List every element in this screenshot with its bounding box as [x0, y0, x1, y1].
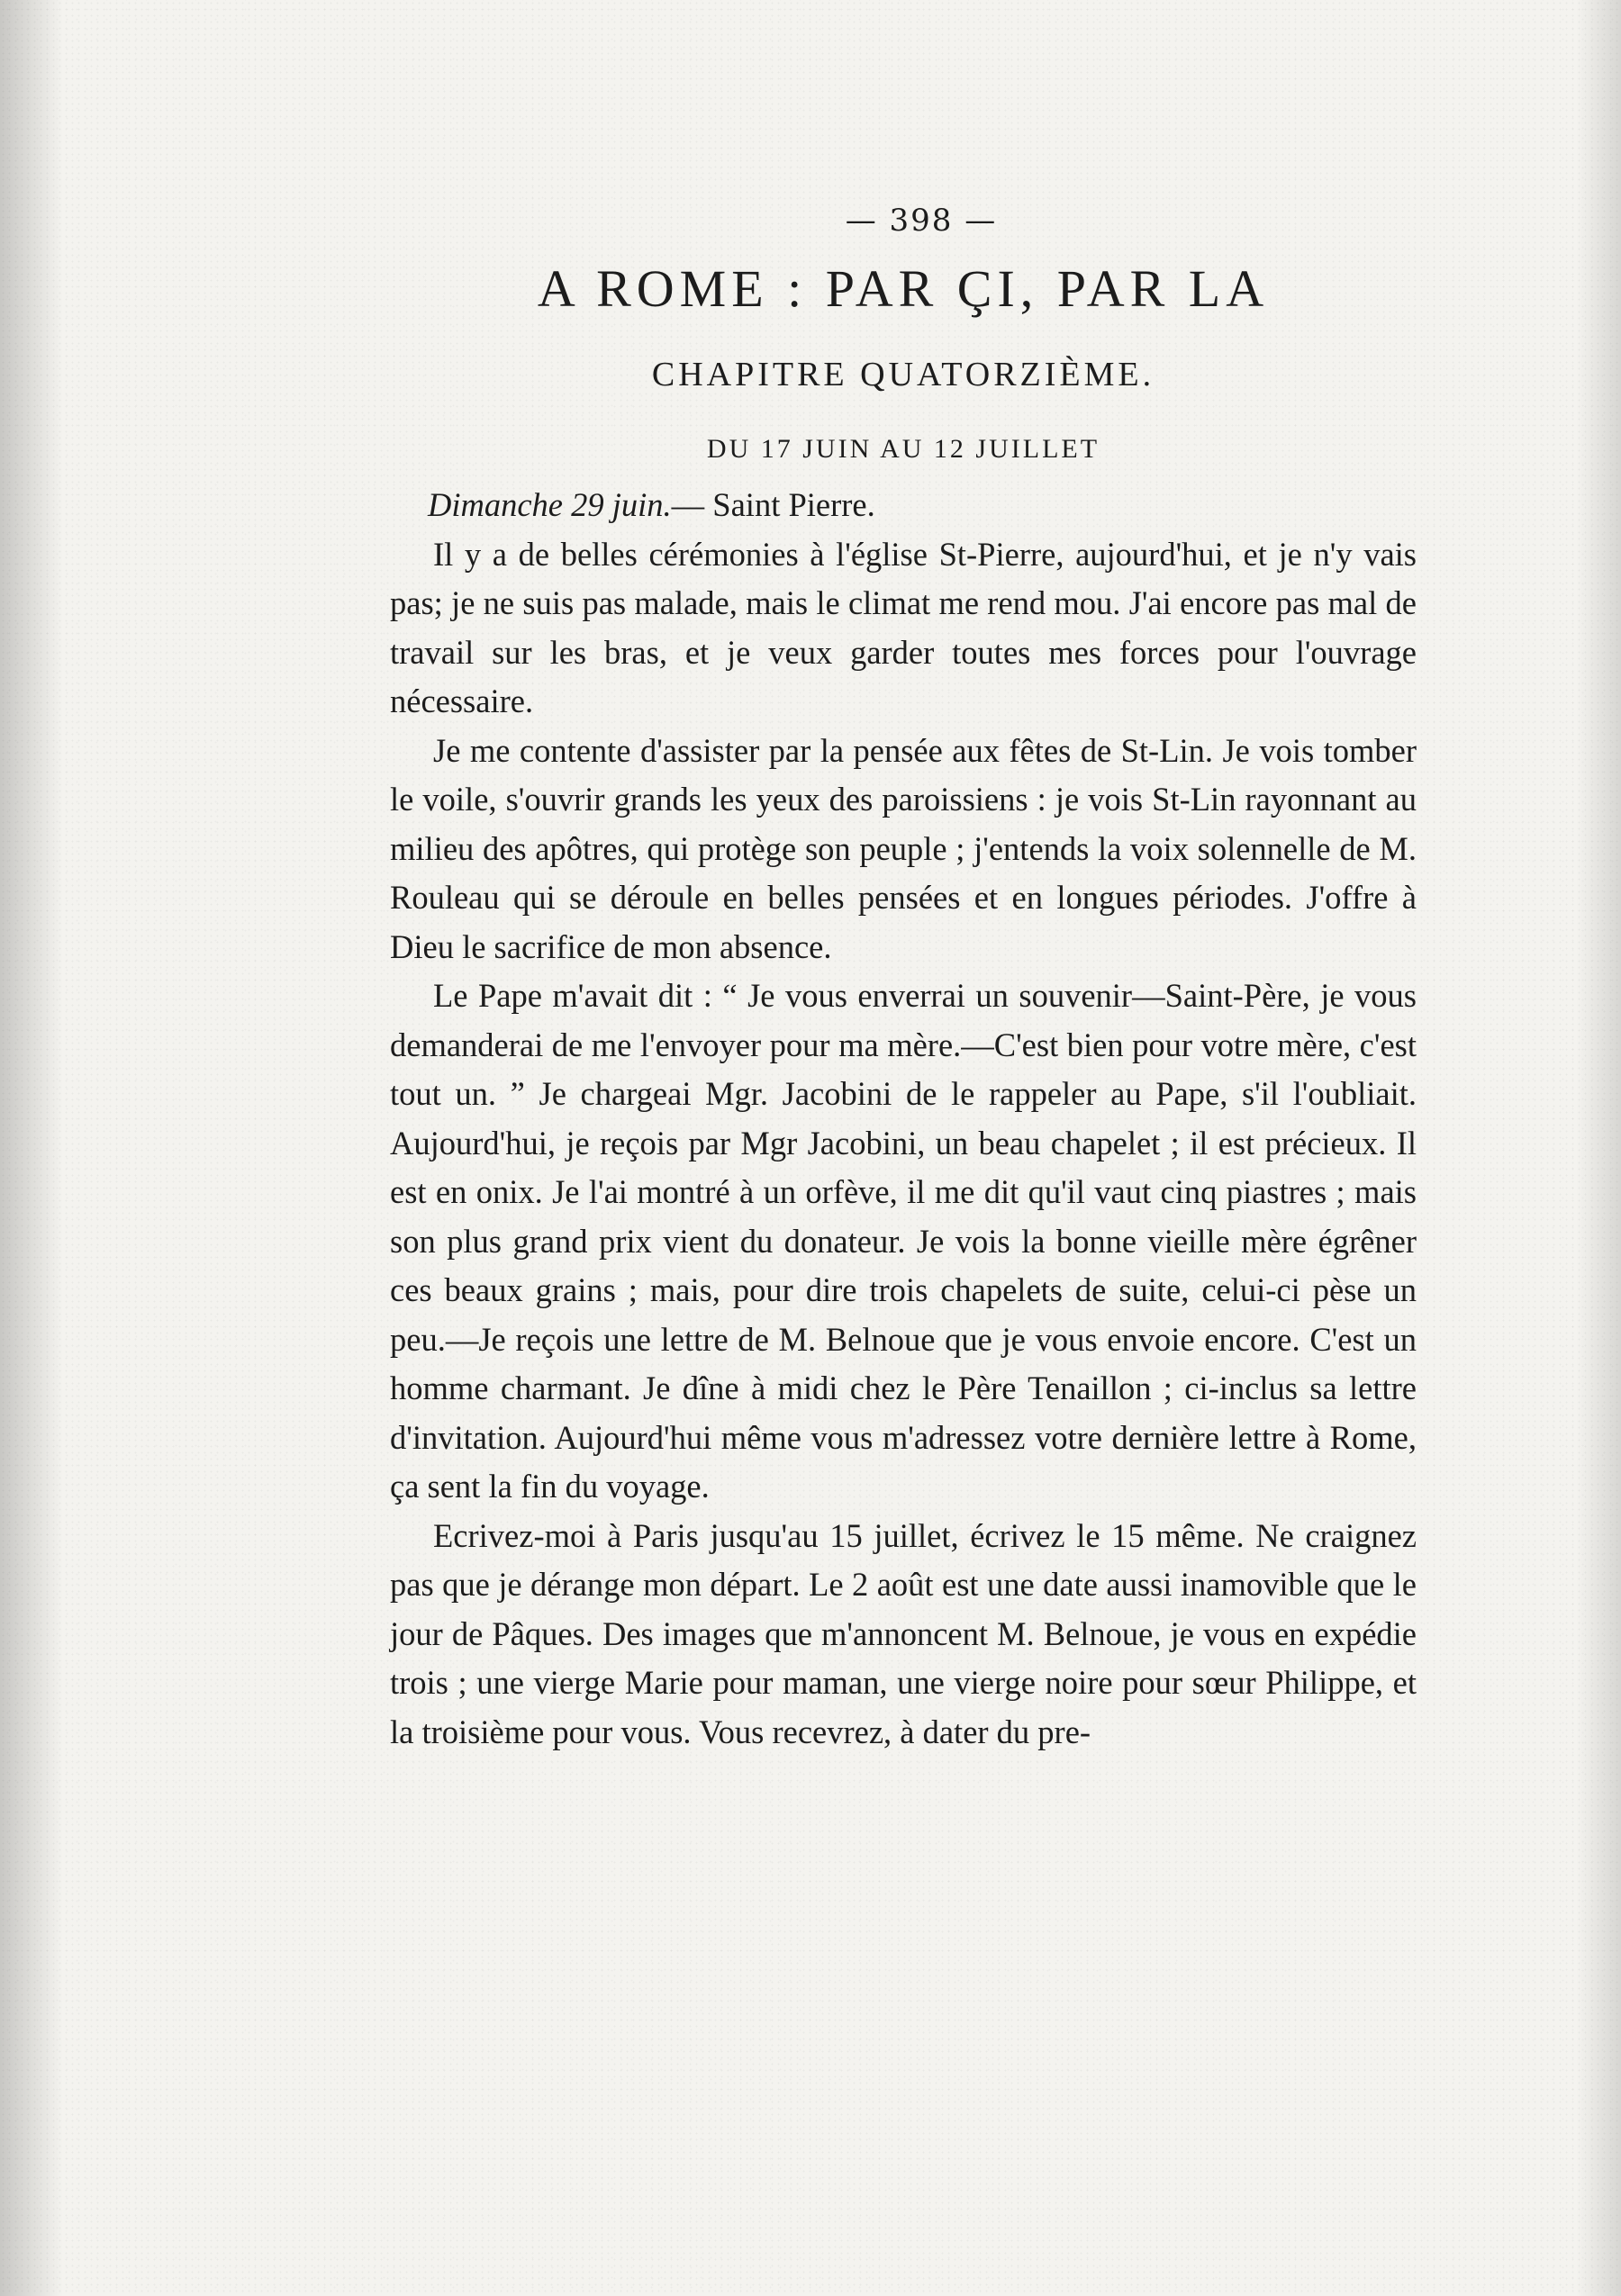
- entry-date: Dimanche 29 juin.: [428, 486, 672, 523]
- date-range: DU 17 JUIN AU 12 JUILLET: [706, 434, 1100, 464]
- paragraph-2: Je me contente d'assister par la pensée aux fêtes de St-Lin. Je vois tomber le voile, s'ouvrir grands les yeux des paroissiens : je vois St-Lin rayonnant au milieu des apôtres, qui protège son peuple ; j'entends la voix solennelle de M. Rouleau qui se déroule en belles pensées et en longues périodes. J'offre à Dieu le sacrifice de mon absence.: [390, 731, 1417, 965]
- entry-title: — Saint Pierre.: [671, 486, 875, 523]
- paragraph-3: Le Pape m'avait dit : “ Je vous enverrai un souvenir—Saint-Père, je vous demanderai de me l'envoyer pour ma mère.—C'est bien pour votre mère, c'est tout un. ” Je chargeai Mgr. Jacobini de le rappeler au Pape, s'il l'oubliait. Aujourd'hui, je reçois par Mgr Jacobini, un beau chapelet ; il est précieux. Il est en onix. Je l'ai montré à un orfève, il me dit qu'il vaut cinq piastres ; mais son plus grand prix vient du donateur. Je vois la bonne vieille mère égrêner ces beaux grains ; mais, pour dire trois chapelets de suite, celui-ci pèse un peu.—Je reçois une lettre de M. Belnoue que je vous envoie encore. C'est un homme charmant. Je dîne à midi chez le Père Tenaillon ; ci-inclus sa lettre d'invitation. Aujourd'hui même vous m'adressez votre dernière lettre à Rome, ça sent la fin du voyage.: [390, 977, 1417, 1505]
- paragraph-1: Il y a de belles cérémonies à l'église St-Pierre, aujourd'hui, et je n'y vais pas; je ne suis pas malade, mais le climat me rend mou. J'ai encore pas mal de travail sur les bras, et je veux garder toutes mes forces pour l'ouvrage nécessaire.: [390, 535, 1417, 719]
- page-edge-shadow-right: [1576, 0, 1621, 2296]
- paragraph-4: Ecrivez-moi à Paris jusqu'au 15 juillet, écrivez le 15 même. Ne craignez pas que je dérange mon départ. Le 2 août est une date aussi inamovible que le jour de Pâques. Des images que m'annoncent M. Belnoue, je vous en expédie trois ; une vierge Marie pour maman, une vierge noire pour sœur Philippe, et la troisième pour vous. Vous recevrez, à dater du pre-: [390, 1516, 1417, 1750]
- page-edge-shadow-left: [0, 0, 63, 2296]
- entry-heading: [390, 481, 1417, 530]
- book-title: A ROME : PAR ÇI, PAR LA: [537, 259, 1270, 318]
- body-text: [390, 481, 1417, 1757]
- chapter-heading: CHAPITRE QUATORZIÈME.: [651, 356, 1155, 393]
- page-number: — 398 —: [845, 203, 998, 239]
- text-column: [390, 203, 1417, 1757]
